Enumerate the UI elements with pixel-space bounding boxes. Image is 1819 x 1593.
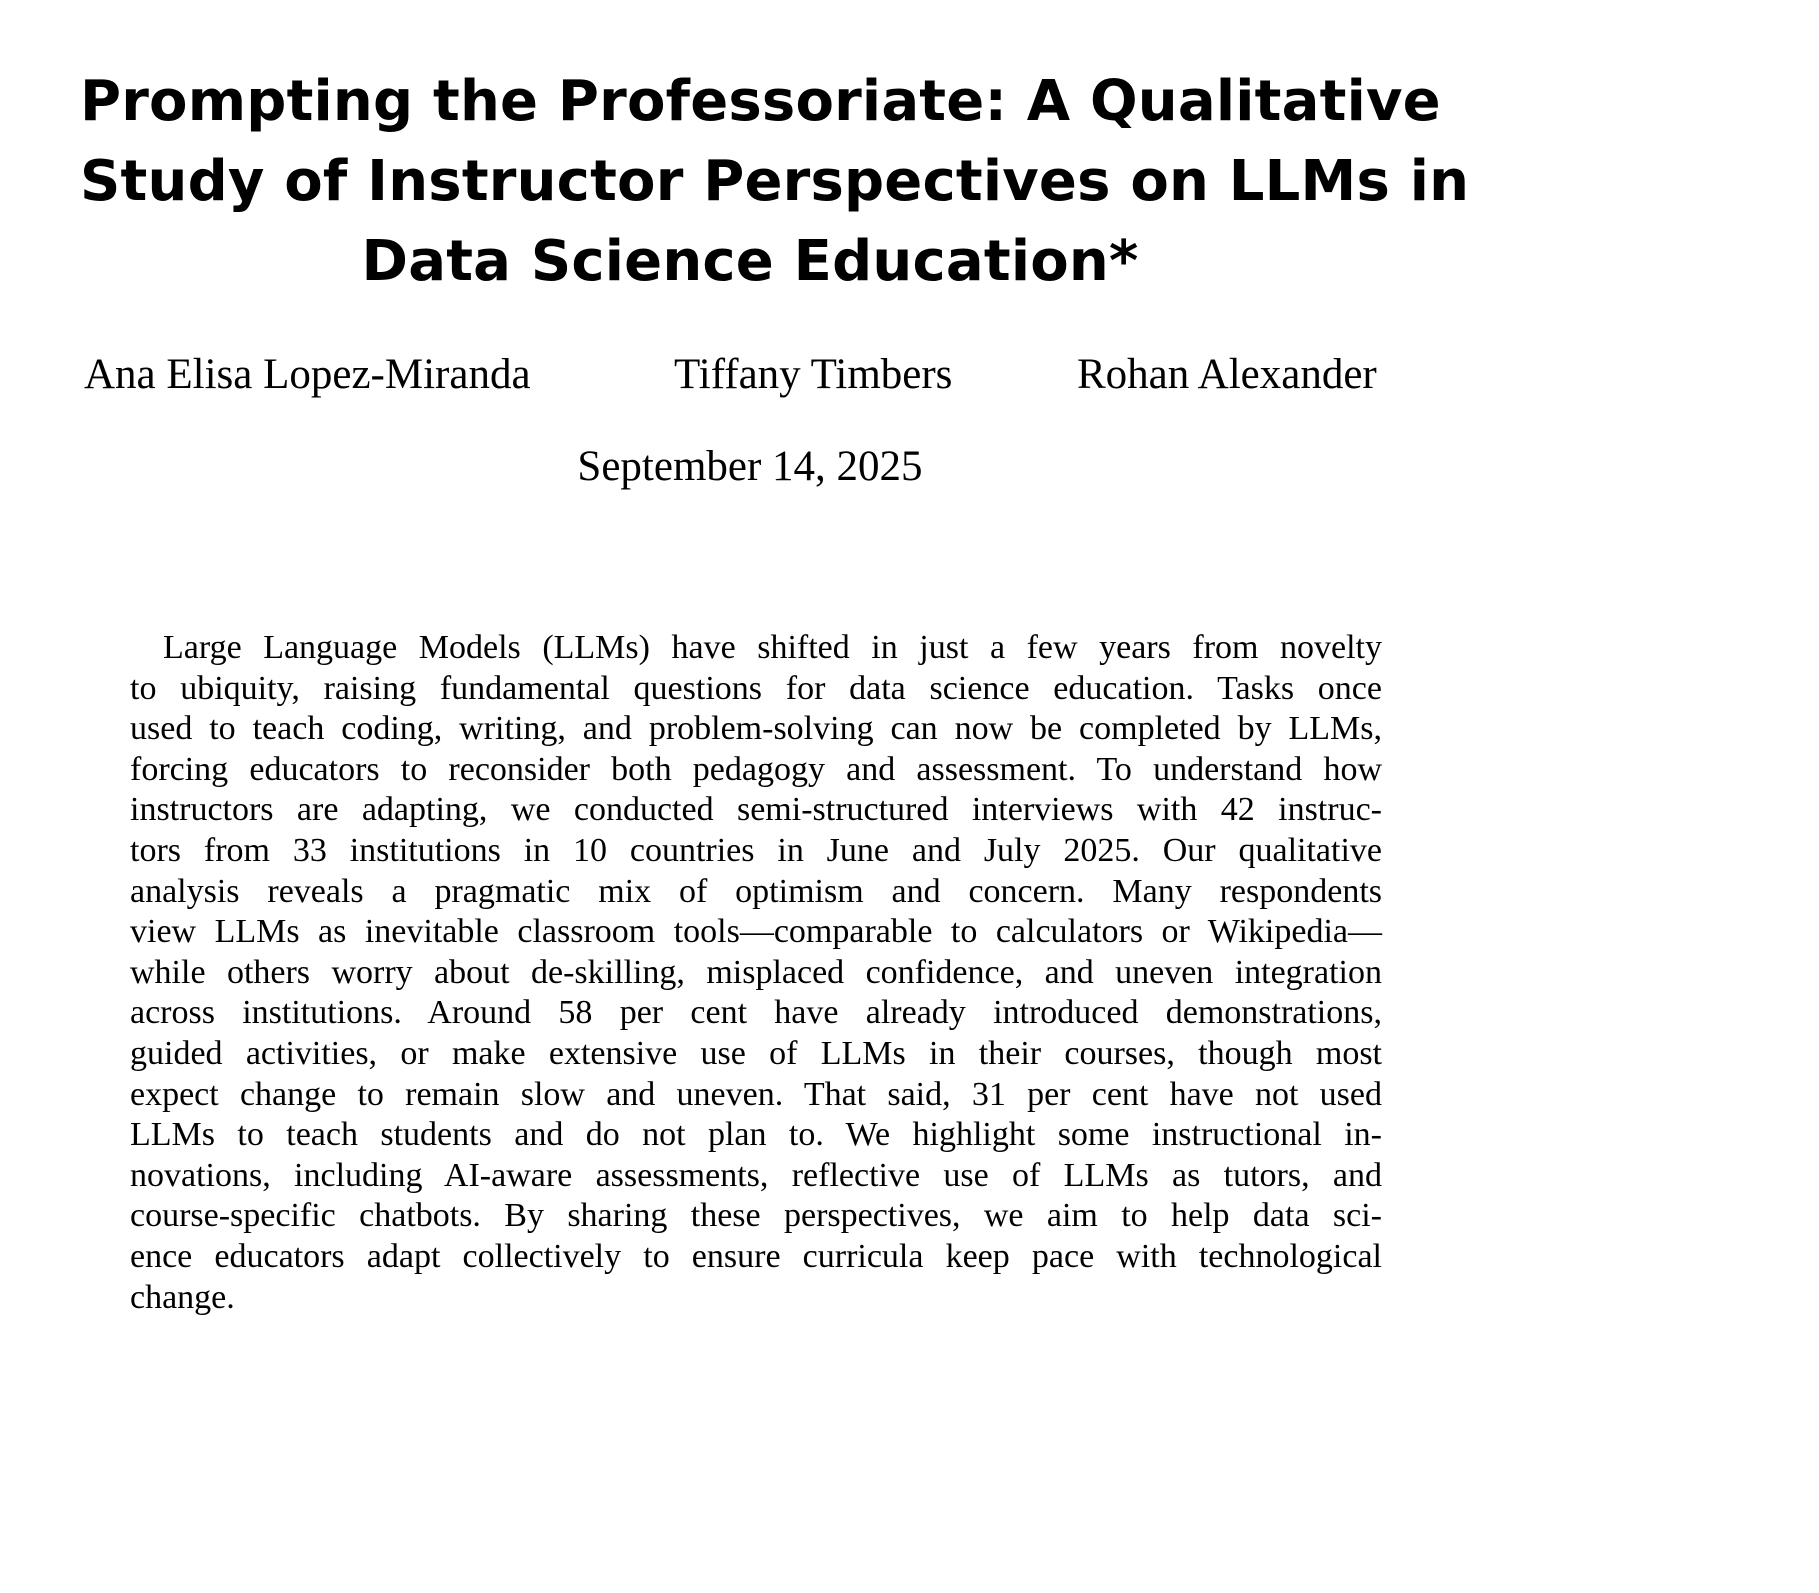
title-line: Prompting the Professoriate: A Qualitative [80, 69, 1441, 134]
abstract-line: ence educators adapt collectively to ensure curricula keep pace with technological [130, 1237, 1382, 1275]
abstract-line: Large Language Models (LLMs) have shifted in just a few years from novelty [163, 629, 1382, 666]
author-name: Rohan Alexander [1077, 351, 1377, 398]
abstract-line: tors from 33 institutions in 10 countries in June and July 2025. Our qualitative [130, 831, 1382, 869]
abstract [130, 628, 1382, 1318]
abstract-line: forcing educators to reconsider both pedagogy and assessment. To understand how [130, 750, 1382, 788]
abstract-line: instructors are adapting, we conducted semi-structured interviews with 42 instruc- [130, 791, 1382, 829]
abstract-line: change. [130, 1278, 235, 1316]
paper-title [80, 62, 1470, 302]
abstract-line: while others worry about de-skilling, misplaced confidence, and uneven integration [130, 953, 1382, 991]
abstract-line: novations, including AI-aware assessments, reflective use of LLMs as tutors, and [130, 1156, 1382, 1194]
abstract-line: across institutions. Around 58 per cent have already introduced demonstrations, [130, 994, 1382, 1032]
abstract-line: to ubiquity, raising fundamental questions for data science education. Tasks once [130, 669, 1382, 707]
publication-date: September 14, 2025 [577, 443, 923, 490]
abstract-line: used to teach coding, writing, and problem-solving can now be completed by LLMs, [130, 710, 1382, 748]
title-line: Study of Instructor Perspectives on LLMs in [80, 149, 1470, 214]
title-line: Data Science Education* [361, 229, 1139, 294]
abstract-line: expect change to remain slow and uneven. That said, 31 per cent have not used [130, 1075, 1382, 1113]
abstract-line: course-specific chatbots. By sharing these perspectives, we aim to help data sci- [130, 1197, 1382, 1235]
abstract-line: guided activities, or make extensive use of LLMs in their courses, though most [130, 1034, 1382, 1072]
author-list [84, 345, 1424, 405]
abstract-line: view LLMs as inevitable classroom tools—comparable to calculators or Wikipedia— [130, 913, 1382, 951]
abstract-line: LLMs to teach students and do not plan to. We highlight some instructional in- [130, 1116, 1382, 1154]
abstract-line: analysis reveals a pragmatic mix of optimism and concern. Many respondents [130, 872, 1382, 910]
author-name: Tiffany Timbers [674, 351, 953, 398]
author-name: Ana Elisa Lopez-Miranda [84, 351, 531, 398]
